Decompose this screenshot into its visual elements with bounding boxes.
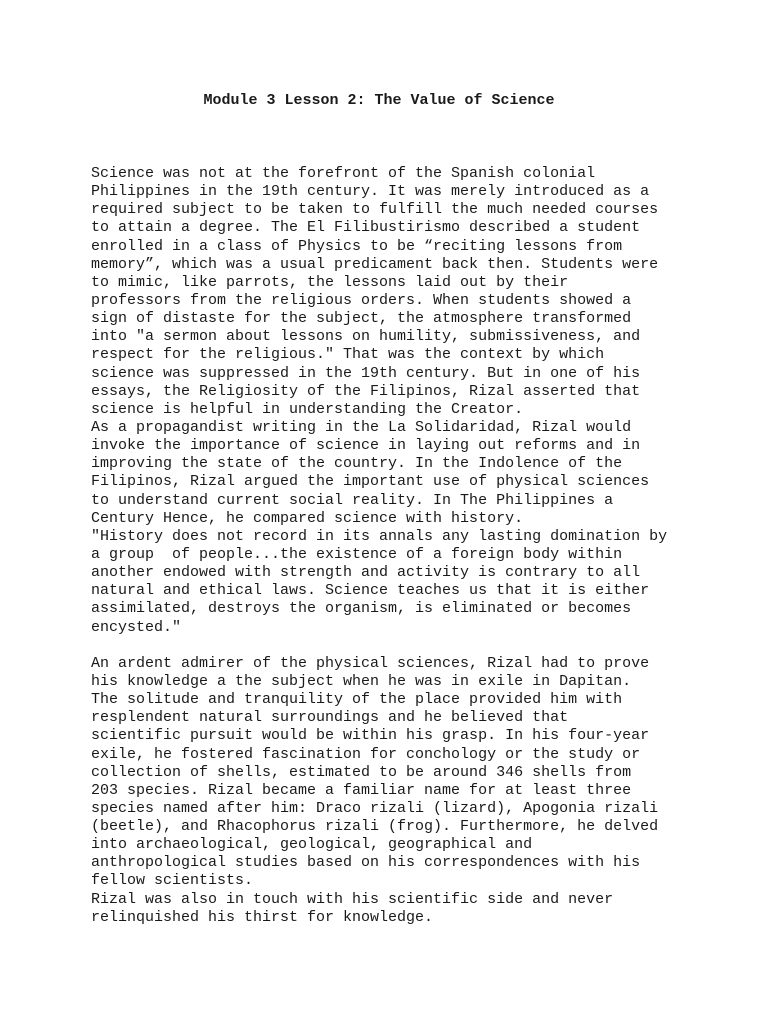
document-title: Module 3 Lesson 2: The Value of Science: [203, 92, 555, 109]
text-line: respect for the religious." That was the context by which: [91, 346, 605, 364]
text-line: 203 species. Rizal became a familiar name for at least three: [91, 781, 632, 799]
text-line: Philippines in the 19th century. It was merely introduced as a: [91, 183, 650, 201]
text-line: science is helpful in understanding the Creator.: [91, 400, 524, 418]
text-line: "History does not record in its annals any lasting domination by: [91, 527, 668, 545]
text-line: assimilated, destroys the organism, is eliminated or becomes: [91, 600, 632, 618]
text-line: sign of distaste for the subject, the atmosphere transformed: [91, 310, 632, 328]
paragraph: [91, 165, 691, 419]
paragraph: [91, 528, 691, 637]
text-line: relinquished his thirst for knowledge.: [91, 908, 434, 926]
text-line: encysted.": [91, 618, 182, 636]
text-line: An ardent admirer of the physical sciences, Rizal had to prove: [91, 654, 650, 672]
text-line: another endowed with strength and activity is contrary to all: [91, 564, 641, 582]
text-line: The solitude and tranquility of the place provided him with: [91, 691, 623, 709]
paragraph-gap: [91, 637, 691, 655]
text-line: collection of shells, estimated to be around 346 shells from: [91, 763, 632, 781]
text-line: natural and ethical laws. Science teaches us that it is either: [91, 582, 650, 600]
text-line: invoke the importance of science in laying out reforms and in: [91, 437, 641, 455]
text-line: a group of people...the existence of a foreign body within: [91, 545, 623, 563]
text-line: fellow scientists.: [91, 872, 254, 890]
text-line: As a propagandist writing in the La Solidaridad, Rizal would: [91, 418, 632, 436]
text-line: enrolled in a class of Physics to be “reciting lessons from: [91, 237, 623, 255]
text-line: into archaeological, geological, geographical and: [91, 836, 533, 854]
text-line: to understand current social reality. In The Philippines a: [91, 491, 614, 509]
text-line: essays, the Religiosity of the Filipinos, Rizal asserted that: [91, 382, 641, 400]
paragraph: [91, 891, 691, 927]
text-line: his knowledge a the subject when he was in exile in Dapitan.: [91, 672, 632, 690]
text-line: Filipinos, Rizal argued the important use of physical sciences: [91, 473, 650, 491]
text-line: exile, he fostered fascination for conchology or the study or: [91, 745, 641, 763]
text-line: Rizal was also in touch with his scientific side and never: [91, 890, 614, 908]
text-line: professors from the religious orders. When students showed a: [91, 291, 632, 309]
text-line: required subject to be taken to fulfill the much needed courses: [91, 201, 659, 219]
paragraph: [91, 419, 691, 528]
text-line: Science was not at the forefront of the Spanish colonial: [91, 165, 596, 182]
text-line: into "a sermon about lessons on humility, submissiveness, and: [91, 328, 641, 346]
text-line: memory”, which was a usual predicament back then. Students were: [91, 255, 659, 273]
text-line: to attain a degree. The El Filibustirismo described a student: [91, 219, 641, 237]
text-line: resplendent natural surroundings and he believed that: [91, 709, 569, 727]
text-line: improving the state of the country. In the Indolence of the: [91, 455, 623, 473]
text-line: scientific pursuit would be within his grasp. In his four-year: [91, 727, 650, 745]
document-body: [91, 165, 691, 927]
text-line: (beetle), and Rhacophorus rizali (frog). Furthermore, he delved: [91, 818, 659, 836]
text-line: anthropological studies based on his correspondences with his: [91, 854, 641, 872]
text-line: science was suppressed in the 19th century. But in one of his: [91, 364, 641, 382]
text-line: species named after him: Draco rizali (lizard), Apogonia rizali: [91, 799, 659, 817]
paragraph: [91, 655, 691, 891]
text-line: Century Hence, he compared science with history.: [91, 509, 524, 527]
text-line: to mimic, like parrots, the lessons laid out by their: [91, 273, 569, 291]
